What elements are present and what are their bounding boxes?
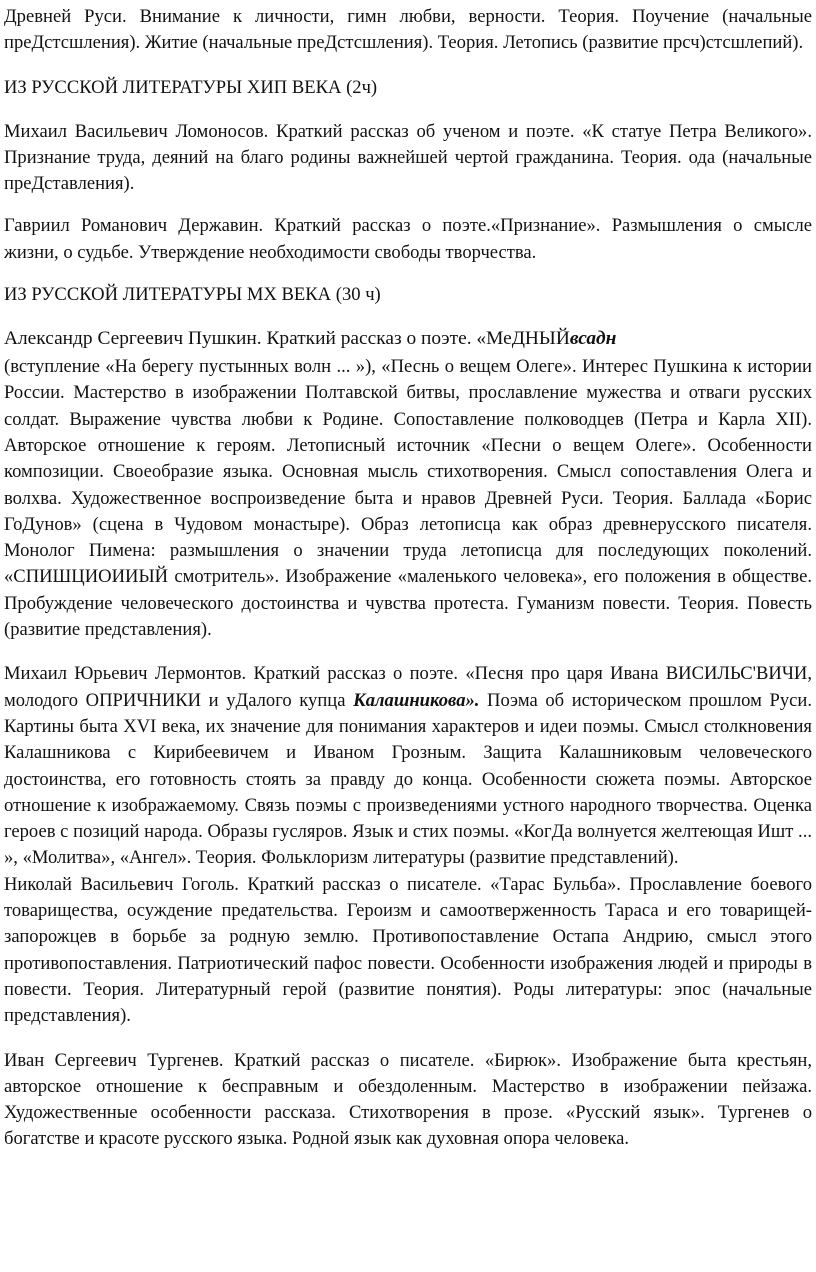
intro-paragraph: Древней Руси. Внимание к личности, гимн любви, верности. Теория. Поучение (начальные преДстсшления). Житие (начальные преДстсшления). Теория. Летопись (развитие прсч)стсшлепий). xyxy=(4,6,812,54)
pushkin-lead-text: Александр Сергеевич Пушкин. Краткий рассказ о поэте. «МеДНЫЙ xyxy=(4,328,570,350)
section-heading-19th-century: ИЗ РУССКОЙ ЛИТЕРАТУРЫ МХ ВЕКА (30 ч) xyxy=(4,284,381,306)
gogol-paragraph: Николай Васильевич Гоголь. Краткий рассказ о писателе. «Тарас Бульба». Прославление боевого товарищества, осуждение предательства. Героизм и самоотверженность Тараса и его товарищей-запорожцев в борьбе за родную землю. Противопоставление Остапа Андрию, смысл этого противопоставления. Патриотический пафос повести. Особенности изображения людей и природы в повести. Теория. Литературный герой (развитие понятия). Роды литературы: эпос (начальные представления). xyxy=(4,873,812,1027)
lermontov-emphasis: Калашникова». xyxy=(353,689,480,711)
lermontov-text-after: Поэма об историческом прошлом Руси. Картины быта XVI века, их значение для понимания характеров и идеи поэмы. Смысл столкновения Калашникова с Кирибеевичем и Иваном Грозным. Защита Калашниковым человеческого достоинства, его готовность стоять за правду до конца. Особенности сюжета поэмы. Авторское отношение к изображаемому. Связь поэмы с произведениями устного народного творчества. Оценка героев с позиций народа. Образы гусляров. Язык и стих поэмы. «КогДа волнуется желтеющая Ишт ... », «Молитва», «Ангел». Теория. Фольклоризм литературы (развитие представлений). xyxy=(4,689,812,869)
lermontov-text-before: Михаил Юрьевич Лермонтов. Краткий рассказ о поэте. «Песня про царя Ивана ВИСИЛЬС'ВИЧИ, молодого ОПРИЧНИКИ и уДалого купца xyxy=(4,663,812,711)
turgenev-paragraph: Иван Сергеевич Тургенев. Краткий рассказ о писателе. «Бирюк». Изображение быта крестьян, авторское отношение к бесправным и обездоленным. Мастерство в изображении пейзажа. Художественные особенности рассказа. Стихотворения в прозе. «Русский язык». Тургенев о богатстве и красоте русского языка. Родной язык как духовная опора человека. xyxy=(4,1049,812,1150)
derzhavin-paragraph: Гавриил Романович Державин. Краткий рассказ о поэте.«Признание». Размышления о смысле жизни, о судьбе. Утверждение необходимости свободы творчества. xyxy=(4,215,812,263)
pushkin-lead-line xyxy=(4,324,812,354)
lomonosov-paragraph: Михаил Васильевич Ломоносов. Краткий рассказ об ученом и поэте. «К статуе Петра Великого». Признание труда, деяний на благо родины важнейшей чертой гражданина. Теория. ода (начальные преДставления). xyxy=(4,120,812,195)
section-heading-18th-century: ИЗ РУССКОЙ ЛИТЕРАТУРЫ ХИП ВЕКА (2ч) xyxy=(4,76,378,98)
lermontov-paragraph xyxy=(4,661,812,871)
pushkin-paragraph: (вступление «На берегу пустынных волн ... »), «Песнь о вещем Олеге». Интерес Пушкина к истории России. Мастерство в изображении Полтавской битвы, прославление мужества и отваги русских солдат. Выражение чувства любви к Родине. Сопоставление полководцев (Петра и Карла XII). Авторское отношение к героям. Летописный источник «Песни о вещем Олеге». Особенности композиции. Своеобразие языка. Основная мысль стихотворения. Смысл сопоставления Олега и волхва. Художественное воспроизведение быта и нравов Древней Руси. Теория. Баллада «Борис ГоДунов» (сцена в Чудовом монастыре). Образ летописца как образ древнерусского писателя. Монолог Пимена: размышления о значении труда летописца для последующих поколений. «СПИШЦИОИИЫЙ смотритель». Изображение «маленького человека», его положения в обществе. Пробуждение человеческого достоинства и чувства протеста. Гуманизм повести. Теория. Повесть (развитие представления). xyxy=(4,356,812,641)
pushkin-lead-emphasis: всадн xyxy=(569,328,617,350)
